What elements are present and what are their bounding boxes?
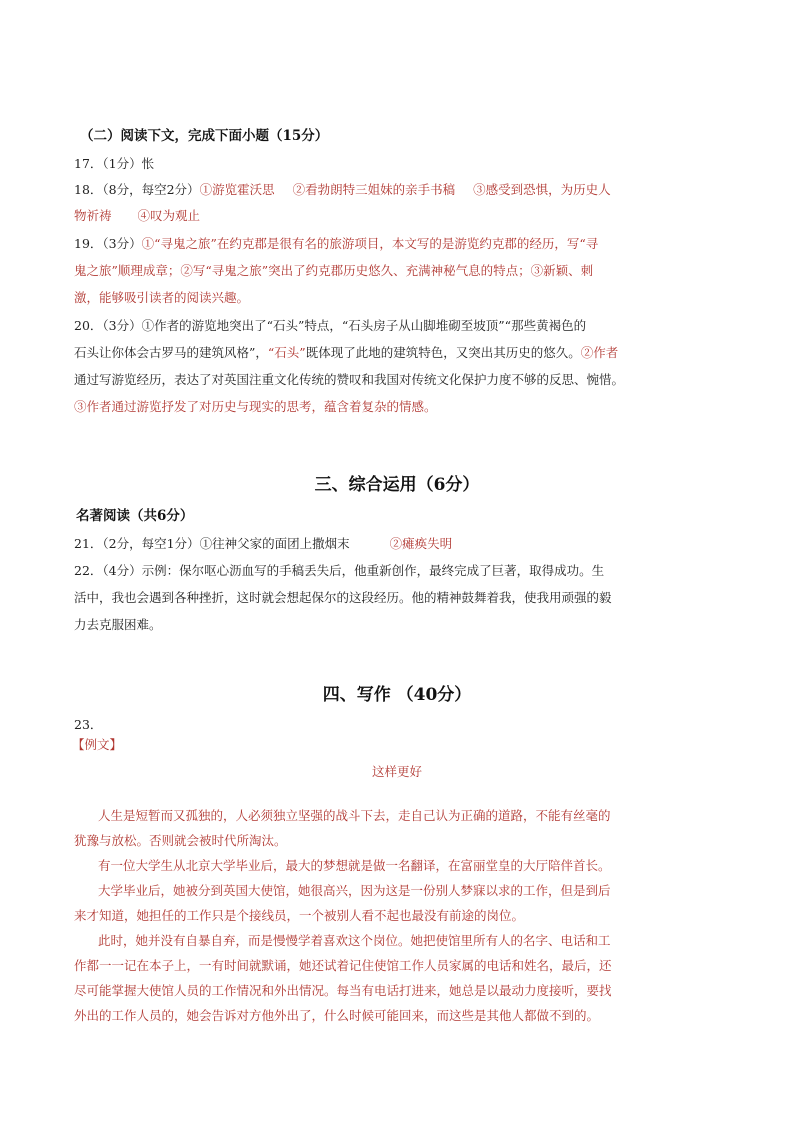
q20-line-2 (74, 345, 724, 361)
q20-score: （3分） (102, 318, 142, 333)
essay-p1-l1: 人生是短暂而又孤独的，人必须独立坚强的战斗下去，走自己认为正确的道路，不能有丝毫的 (98, 808, 611, 823)
q17-score: （1分） (102, 156, 142, 171)
q22-score: （4分） (102, 563, 142, 578)
q18-line (74, 182, 724, 198)
q18-line-2 (74, 208, 724, 224)
q20-answer-l2a: 石头让你体会古罗马的建筑风格”， (74, 345, 268, 360)
q21-score: （2分，每空1分） (102, 536, 200, 551)
essay-p4-l4: 外出的工作人员的，她会告诉对方他外出了，什么时候可能回来，而这些是其他人都做不到的。 (74, 1008, 600, 1023)
essay-p3-l1: 大学毕业后，她被分到英国大使馆，她很高兴，因为这是一份别人梦寐以求的工作，但是到后 (98, 883, 611, 898)
essay-p3-l2: 来才知道，她担任的工作只是个接线员，一个被别人看不起也最没有前途的岗位。 (74, 908, 525, 923)
q17-answer: 怅 (141, 156, 155, 171)
part4-title: 四、写作 （40分） (322, 685, 472, 705)
part3-title: 三、综合运用（6分） (314, 475, 480, 495)
q21-answer-2: ②瘫痪失明 (389, 536, 453, 551)
essay-p4-l2: 作都一一记在本子上，一有时间就默诵，她还试着记住使馆工作人员家属的电话和姓名，最后，还 (74, 958, 612, 973)
example-label: 【例文】 (72, 737, 123, 752)
q22-answer-l2: 活中，我也会遇到各种挫折，这时就会想起保尔的这段经历。他的精神鼓舞着我，使我用顽强的毅 (74, 590, 612, 605)
q18-answer-4: ④叹为观止 (137, 208, 201, 223)
q20-answer-l2d: ②作者 (580, 345, 619, 360)
essay-title: 这样更好 (371, 764, 422, 779)
essay-p2: 有一位大学生从北京大学毕业后，最大的梦想就是做一名翻译，在富丽堂皇的大厅陪伴首长。 (98, 858, 611, 873)
q19-answer-l2: 鬼之旅”顺理成章；②写“寻鬼之旅”突出了约克郡历史悠久、充满神秘气息的特点；③新颖、刺 (74, 263, 594, 278)
q17-line (74, 156, 724, 172)
q23-number: 23． (74, 717, 103, 732)
q20-answer-l1: ①作者的游览地突出了“石头”特点，“石头房子从山脚堆砌至坡顶”“那些黄褐色的 (141, 318, 587, 333)
essay-p4-l3: 尽可能掌握大使馆人员的工作情况和外出情况。每当有电话打进来，她总是以最动力度接听，要找 (74, 983, 612, 998)
part3-subheading: 名著阅读（共6分） (76, 508, 194, 524)
q18-answer-1: ①游览霍沃思 (199, 182, 275, 197)
q20-answer-l2b: “石头” (267, 345, 306, 360)
q20-line-1 (74, 318, 724, 334)
essay-p1-l2: 犹豫与放松。否则就会被时代所淘汰。 (74, 833, 287, 848)
q19-score: （3分） (102, 236, 142, 251)
q21-answer-1: ①往神父家的面团上撒烟末 (199, 536, 350, 551)
q22-answer-l1: 示例：保尔呕心沥血写的手稿丢失后，他重新创作，最终完成了巨著，取得成功。生 (141, 563, 605, 578)
q17-number: 17． (74, 156, 103, 171)
q18-answer-3-cont: 物祈祷 (74, 208, 112, 223)
q18-answer-3: ③感受到恐惧，为历史人 (473, 182, 611, 197)
q22-answer-l3: 力去克服困难。 (74, 617, 162, 632)
q18-answer-2: ②看勃朗特三姐妹的亲手书稿 (292, 182, 456, 197)
q22-line-1 (74, 563, 724, 579)
q20-answer-l4: ③作者通过游览抒发了对历史与现实的思考，蕴含着复杂的情感。 (74, 399, 437, 414)
q18-score: （8分，每空2分） (102, 182, 200, 197)
q19-line-1 (74, 236, 724, 252)
essay-p4-l1: 此时，她并没有自暴自弃，而是慢慢学着喜欢这个岗位。她把使馆里所有人的名字、电话和工 (98, 933, 611, 948)
q20-answer-l3: 通过写游览经历，表达了对英国注重文化传统的赞叹和我国对传统文化保护力度不够的反思、惋惜。 (74, 372, 625, 387)
part2-heading: （二）阅读下文，完成下面小题（15分） (80, 128, 329, 144)
q21-number: 21． (74, 536, 103, 551)
q19-answer-l3: 激，能够吸引读者的阅读兴趣。 (74, 290, 250, 305)
q19-answer-l1: ①“寻鬼之旅”在约克郡是很有名的旅游项目，本文写的是游览约克郡的经历，写“寻 (141, 236, 599, 251)
q22-number: 22． (74, 563, 103, 578)
q21-line (74, 536, 724, 552)
q19-number: 19． (74, 236, 103, 251)
q20-answer-l2c: 既体现了此地的建筑特色，又突出其历史的悠久。 (305, 345, 581, 360)
q18-number: 18． (74, 182, 103, 197)
q20-number: 20． (74, 318, 103, 333)
